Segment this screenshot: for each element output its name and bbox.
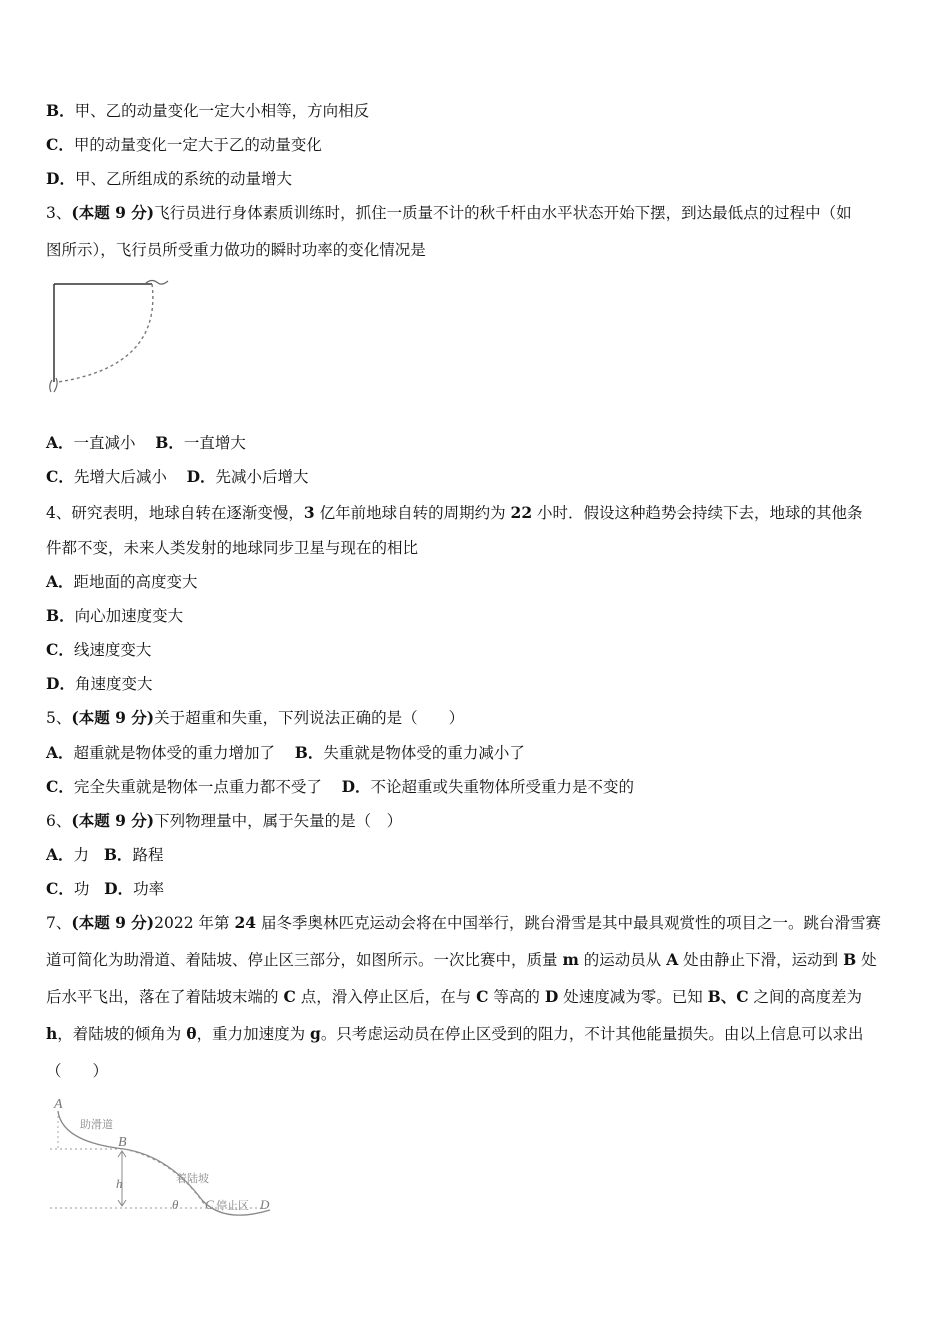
point-b-label: B bbox=[118, 1135, 127, 1150]
q5-options-row1: A．超重就是物体受的重力增加了 B．失重就是物体受的重力减小了 bbox=[46, 743, 525, 762]
q3-stem-line1: 3、(本题 9 分)飞行员进行身体素质训练时，抓住一质量不计的秋千杆由水平状态开始下摆，到达最低点的过程中（如 bbox=[46, 203, 852, 222]
swing-figure bbox=[44, 278, 176, 400]
run-in-label: 助滑道 bbox=[80, 1118, 113, 1131]
swing-diagram bbox=[44, 278, 176, 400]
q7-stem-line5: （ ） bbox=[46, 1062, 109, 1080]
q4-stem-line1: 4、研究表明，地球自转在逐渐变慢，3 亿年前地球自转的周期约为 22 小时．假设这种趋势会持续下去，地球的其他条 bbox=[46, 503, 863, 522]
q3-stem-line2: 图所示），飞行员所受重力做功的瞬时功率的变化情况是 bbox=[46, 241, 426, 259]
q4-option-b: B．向心加速度变大 bbox=[46, 606, 184, 625]
swing-path-arc bbox=[58, 284, 153, 382]
q4-stem-line2: 件都不变，未来人类发射的地球同步卫星与现在的相比 bbox=[46, 539, 419, 557]
q4-option-c: C．线速度变大 bbox=[46, 640, 152, 659]
q6-stem: 6、(本题 9 分)下列物理量中，属于矢量的是（ ） bbox=[46, 811, 403, 830]
q3-options-row2: C．先增大后减小 D．先减小后增大 bbox=[46, 467, 309, 486]
q4-option-a: A．距地面的高度变大 bbox=[46, 572, 198, 591]
q7-stem-line2: 道可简化为助滑道、着陆坡、停止区三部分，如图所示。一次比赛中，质量 m 的运动员从 A 处由静止下滑，运动到 B 处 bbox=[46, 950, 877, 969]
q6-options-row1: A．力 B．路程 bbox=[46, 845, 164, 864]
point-d-label: D bbox=[260, 1197, 270, 1212]
q7-stem-line1: 7、(本题 9 分)2022 年第 24 届冬季奥林匹克运动会将在中国举行，跳台滑雪是其中最具观赏性的项目之一。跳台滑雪赛 bbox=[46, 913, 881, 932]
point-a-label: A bbox=[54, 1097, 63, 1112]
q6-options-row2: C．功 D．功率 bbox=[46, 879, 165, 898]
point-c-label: C bbox=[205, 1197, 214, 1212]
ski-jump-diagram bbox=[44, 1092, 284, 1227]
q2-option-d: D．甲、乙所组成的系统的动量增大 bbox=[46, 169, 292, 188]
q5-stem: 5、(本题 9 分)关于超重和失重，下列说法正确的是（ ） bbox=[46, 708, 465, 727]
ski-jump-figure bbox=[44, 1092, 284, 1227]
stop-zone-label: 停止区 bbox=[216, 1199, 249, 1212]
q7-stem-line4: h，着陆坡的倾角为 θ，重力加速度为 g。只考虑运动员在停止区受到的阻力，不计其他能量损失。由以上信息可以求出 bbox=[46, 1024, 864, 1043]
q5-options-row2: C．完全失重就是物体一点重力都不受了 D．不论超重或失重物体所受重力是不变的 bbox=[46, 777, 635, 796]
q2-option-b: B．甲、乙的动量变化一定大小相等，方向相反 bbox=[46, 101, 370, 120]
landing-slope-label: 着陆坡 bbox=[176, 1172, 209, 1185]
q3-options-row1: A．一直减小 B．一直增大 bbox=[46, 433, 246, 452]
angle-theta-label: θ bbox=[172, 1197, 179, 1212]
q4-option-d: D．角速度变大 bbox=[46, 674, 153, 693]
q2-option-c: C．甲的动量变化一定大于乙的动量变化 bbox=[46, 135, 322, 154]
height-h-label: h bbox=[116, 1176, 123, 1191]
q7-stem-line3: 后水平飞出，落在了着陆坡末端的 C 点，滑入停止区后，在与 C 等高的 D 处速度减为零。已知 B、C 之间的高度差为 bbox=[46, 987, 863, 1006]
